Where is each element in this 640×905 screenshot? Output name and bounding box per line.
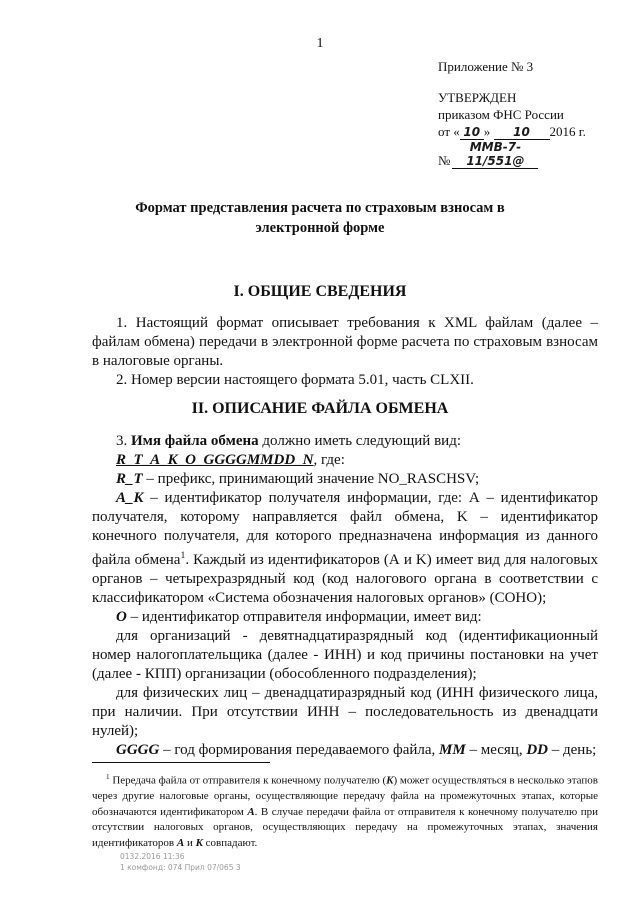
order-number: №ММВ-7-11/551@ [438,140,586,169]
section-2-body [92,432,598,760]
order-date: от « 10 » 10 2016 г. [438,124,586,139]
person-definition: для физических лиц – двенадцатиразрядный код (ИНН физического лица, при наличии. При отсутствии ИНН – последовательность из двенадцати нулей); [92,685,598,739]
section-2-heading: II. ОПИСАНИЕ ФАЙЛА ОБМЕНА [191,400,449,417]
order-line: приказом ФНС России [438,107,564,122]
footnote-ref[interactable]: 1 [180,550,186,561]
o-definition: O – идентификатор отправителя информации, имеет вид: [116,609,482,625]
footnote-divider [92,762,270,763]
order-month: 10 [494,125,550,140]
document-title: Формат представления расчета по страховым взносам в электронной форме [135,200,505,236]
approval-block [438,58,586,169]
file-name-pattern: R_T_A_K_O_GGGGMMDD_N, где: [116,452,345,468]
appendix-label: Приложение № 3 [438,59,534,74]
order-number-value: ММВ-7-11/551@ [452,140,538,169]
registration-stamp: 0132.2016 11:36 1 комфонд: 074 Прил 07/065 3 [120,852,241,872]
approved-label: УТВЕРЖДЕН [438,90,517,105]
date-definition: GGGG – год формирования передаваемого файла, MM – месяц, DD – день; [116,742,597,758]
file-name-label: Имя файла обмена [131,433,259,449]
order-year: 2016 г. [549,124,586,139]
ak-definition: A_K – идентификатор получателя информации, где: А – идентификатор получателя, которому направляется файл обмена, K – идентификатор конечного получателя, для которого предназначена информация из данного файла обмена$^1$. Каждый из идентификаторов (А и K) имеет вид для налоговых органов – четырехразрядный код (код налогового органа в соответствии с классификатором «Система обозначения налоговых органов» (СОНО); [92,490,599,606]
footnote: $^1$ Передача файла от отправителя к конечному получателю (K) может осуществляться в несколько этапов через другие налоговые органы, осуществляющие передачу файла на промежуточных этапах, которые обозначаются идентификатором А. В случае передачи файла от отправителя к конечному получателю при отсутствии налоговых органов, осуществляющих передачу на промежуточных этапах, значения идентификаторов А и K совпадают. [92,773,599,849]
section-1-body [92,314,598,390]
paragraph-1: 1. Настоящий формат описывает требования к XML файлам (далее – файлам обмена) передачи в электронной форме расчета по страховым взносам в налоговые органы. [92,315,598,369]
paragraph-2: 2. Номер версии настоящего формата 5.01, часть CLXII. [116,372,474,388]
section-1-heading: I. ОБЩИЕ СВЕДЕНИЯ [233,283,407,300]
order-day: 10 [460,125,484,140]
org-definition: для организаций - девятнадцатиразрядный код (идентификационный номер налогоплательщика (далее - ИНН) и код причины постановки на учет (далее - КПП) организации (обособленного подразделения); [92,628,598,682]
page-number: 1 [316,36,324,51]
rt-definition: R_T – префикс, принимающий значение NO_RASCHSV; [116,471,480,487]
paragraph-3: 3. Имя файла обмена должно иметь следующий вид: [116,433,461,449]
